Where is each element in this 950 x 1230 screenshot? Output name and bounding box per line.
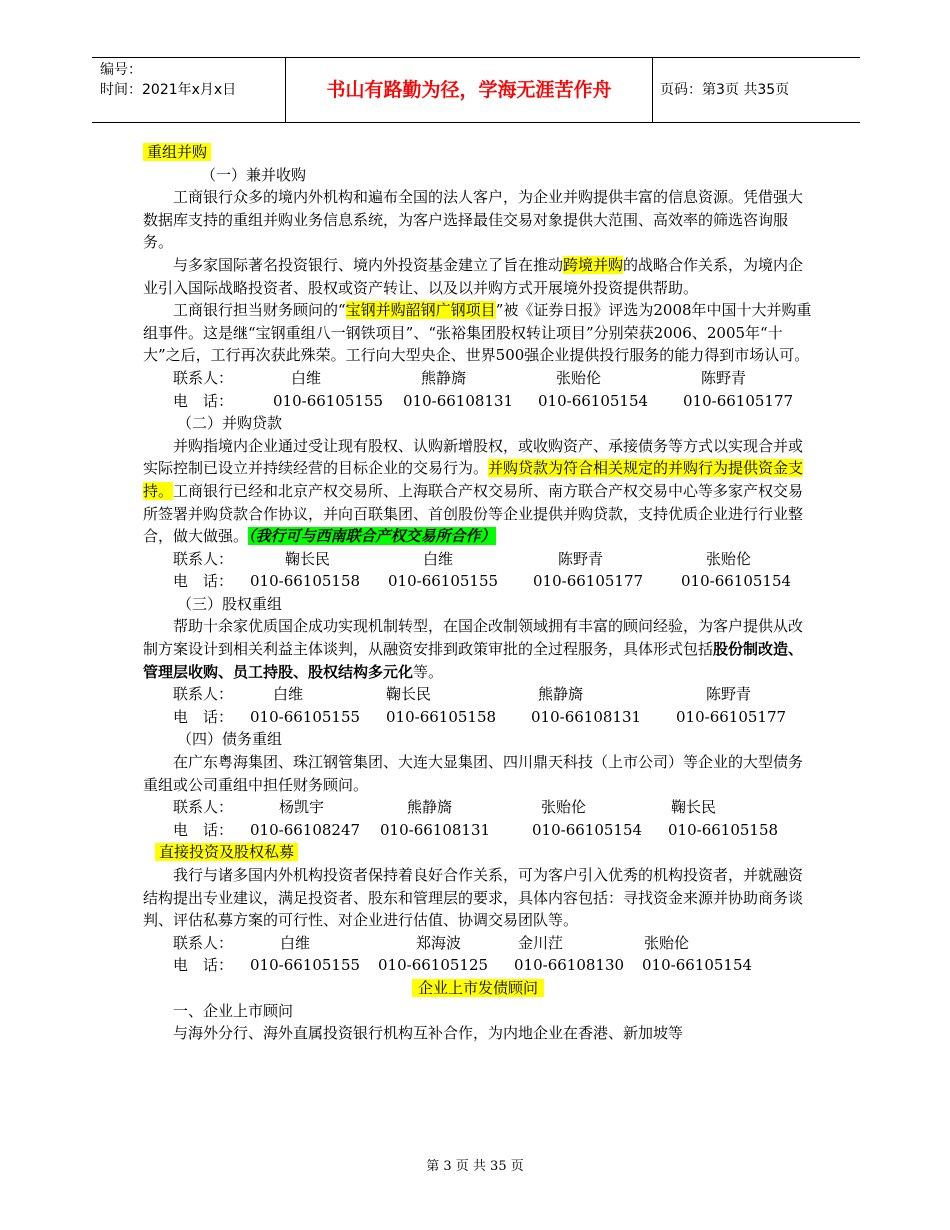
- paragraph: 在广东粤海集团、珠江钢管集团、大连大显集团、四川鼎天科技（上市公司）等企业的大型债务重组或公司重组中担任财务顾问。: [143, 753, 804, 794]
- subsection-title: （一）兼并收购: [201, 165, 307, 184]
- subsection-title: 一、企业上市顾问: [173, 1001, 294, 1020]
- subsection-title: （二）并购贷款: [177, 414, 283, 433]
- section-title: 重组并购: [143, 141, 813, 164]
- paragraph: 工商银行担当财务顾问的“宝钢并购韶钢广钢项目”被《证券日报》评选为2008年中国十大并购重组事件。这是继“宝钢重组八一钢铁项目”、“张裕集团股权转让项目”分别荣获2006、2005年“十大”之后，工行再次获此殊荣。工行向大型央企、世界500强企业提供投行服务的能力得到市场认可。: [143, 301, 812, 365]
- paragraph: 工商银行众多的境内外机构和遍布全国的法人客户，为企业并购提供丰富的信息资源。凭借强大数据库支持的重组并购业务信息系统，为客户选择最佳交易对象提供大范围、高效率的筛选咨询服务。: [143, 188, 804, 252]
- subsection-title: （三）股权重组: [177, 594, 283, 613]
- page-footer: 第 3 页 共 35 页: [426, 1159, 524, 1174]
- paragraph: 帮助十余家优质国企成功实现机制转型，在国企改制领域拥有丰富的顾问经验，为客户提供从改制方案设计到相关利益主体谈判，从融资安排到政策审批的全过程服务，具体形式包括股份制改造、管理层收购、员工持股、股权结构多元化等。: [143, 617, 804, 681]
- paragraph: 我行与诸多国内外机构投资者保持着良好合作关系，可为客户引入优秀的机构投资者，并就融资结构提出专业建议，满足投资者、股东和管理层的要求，具体内容包括：寻找资金来源并协助商务谈判、评估私募方案的可行性、对企业进行估值、协调交易团队等。: [143, 866, 804, 930]
- phone-row: 电 话： 010-66105155 010-66105125 010-66108130 010-66105154: [173, 956, 753, 975]
- header-motto: 书山有路勤为径，学海无涯苦作舟: [326, 79, 612, 101]
- subsection-title: （四）债务重组: [177, 730, 283, 749]
- phone-row: 电 话： 010-66105155 010-66108131 010-66105154 010-66105177: [173, 391, 794, 410]
- contact-row: 联系人： 鞠长民 白维 陈野青 张贻伦: [173, 549, 752, 568]
- contact-row: 联系人： 杨凯宇 熊静旖 张贻伦 鞠长民: [173, 798, 717, 817]
- time-label: 时间：2021年x月x日: [100, 82, 237, 98]
- phone-row: 电 话： 010-66105158 010-66105155 010-66105177 010-66105154: [173, 572, 792, 591]
- header-divider: [652, 58, 653, 122]
- section-title: 直接投资及股权私募: [143, 841, 813, 864]
- phone-row: 电 话： 010-66108247 010-66108131 010-66105154 010-66105158: [173, 820, 779, 839]
- paragraph: 与海外分行、海外直属投资银行机构互补合作，为内地企业在香港、新加坡等: [173, 1024, 684, 1043]
- contact-row: 联系人： 白维 鞠长民 熊静旖 陈野青: [173, 685, 752, 704]
- contact-row: 联系人： 白维 熊静旖 张贻伦 陈野青: [173, 368, 747, 387]
- paragraph: 与多家国际著名投资银行、境内外投资基金建立了旨在推动跨境并购的战略合作关系，为境内企业引入国际战略投资者、股权或资产转让、以及以并购方式开展境外投资提供帮助。: [143, 255, 804, 297]
- contact-row: 联系人： 白维 郑海波 金川茳 张贻伦: [173, 933, 690, 952]
- page-header: [92, 57, 860, 123]
- document-body: [143, 141, 813, 1045]
- section-title: 企业上市发债顾问: [143, 977, 813, 1000]
- phone-row: 电 话： 010-66105155 010-66105158 010-66108131 010-66105177: [173, 707, 787, 726]
- paragraph: 并购指境内企业通过受让现有股权、认购新增股权，或收购资产、承接债务等方式以实现合并或实际控制已设立并持续经营的目标企业的交易行为。并购贷款为符合相关规定的并购行为提供资金支持。工商银行已经和北京产权交易所、上海联合产权交易所、南方联合产权交易中心等多家产权交易所签署并购贷款合作协议，并向百联集团、首创股份等企业提供并购贷款，支持优质企业进行行业整合，做大做强。（我行可与西南联合产权交易所合作）: [143, 436, 804, 546]
- header-page-info: 页码：第3页 共35页: [660, 82, 790, 98]
- code-label: 编号：: [100, 62, 142, 78]
- header-meta: [100, 60, 236, 100]
